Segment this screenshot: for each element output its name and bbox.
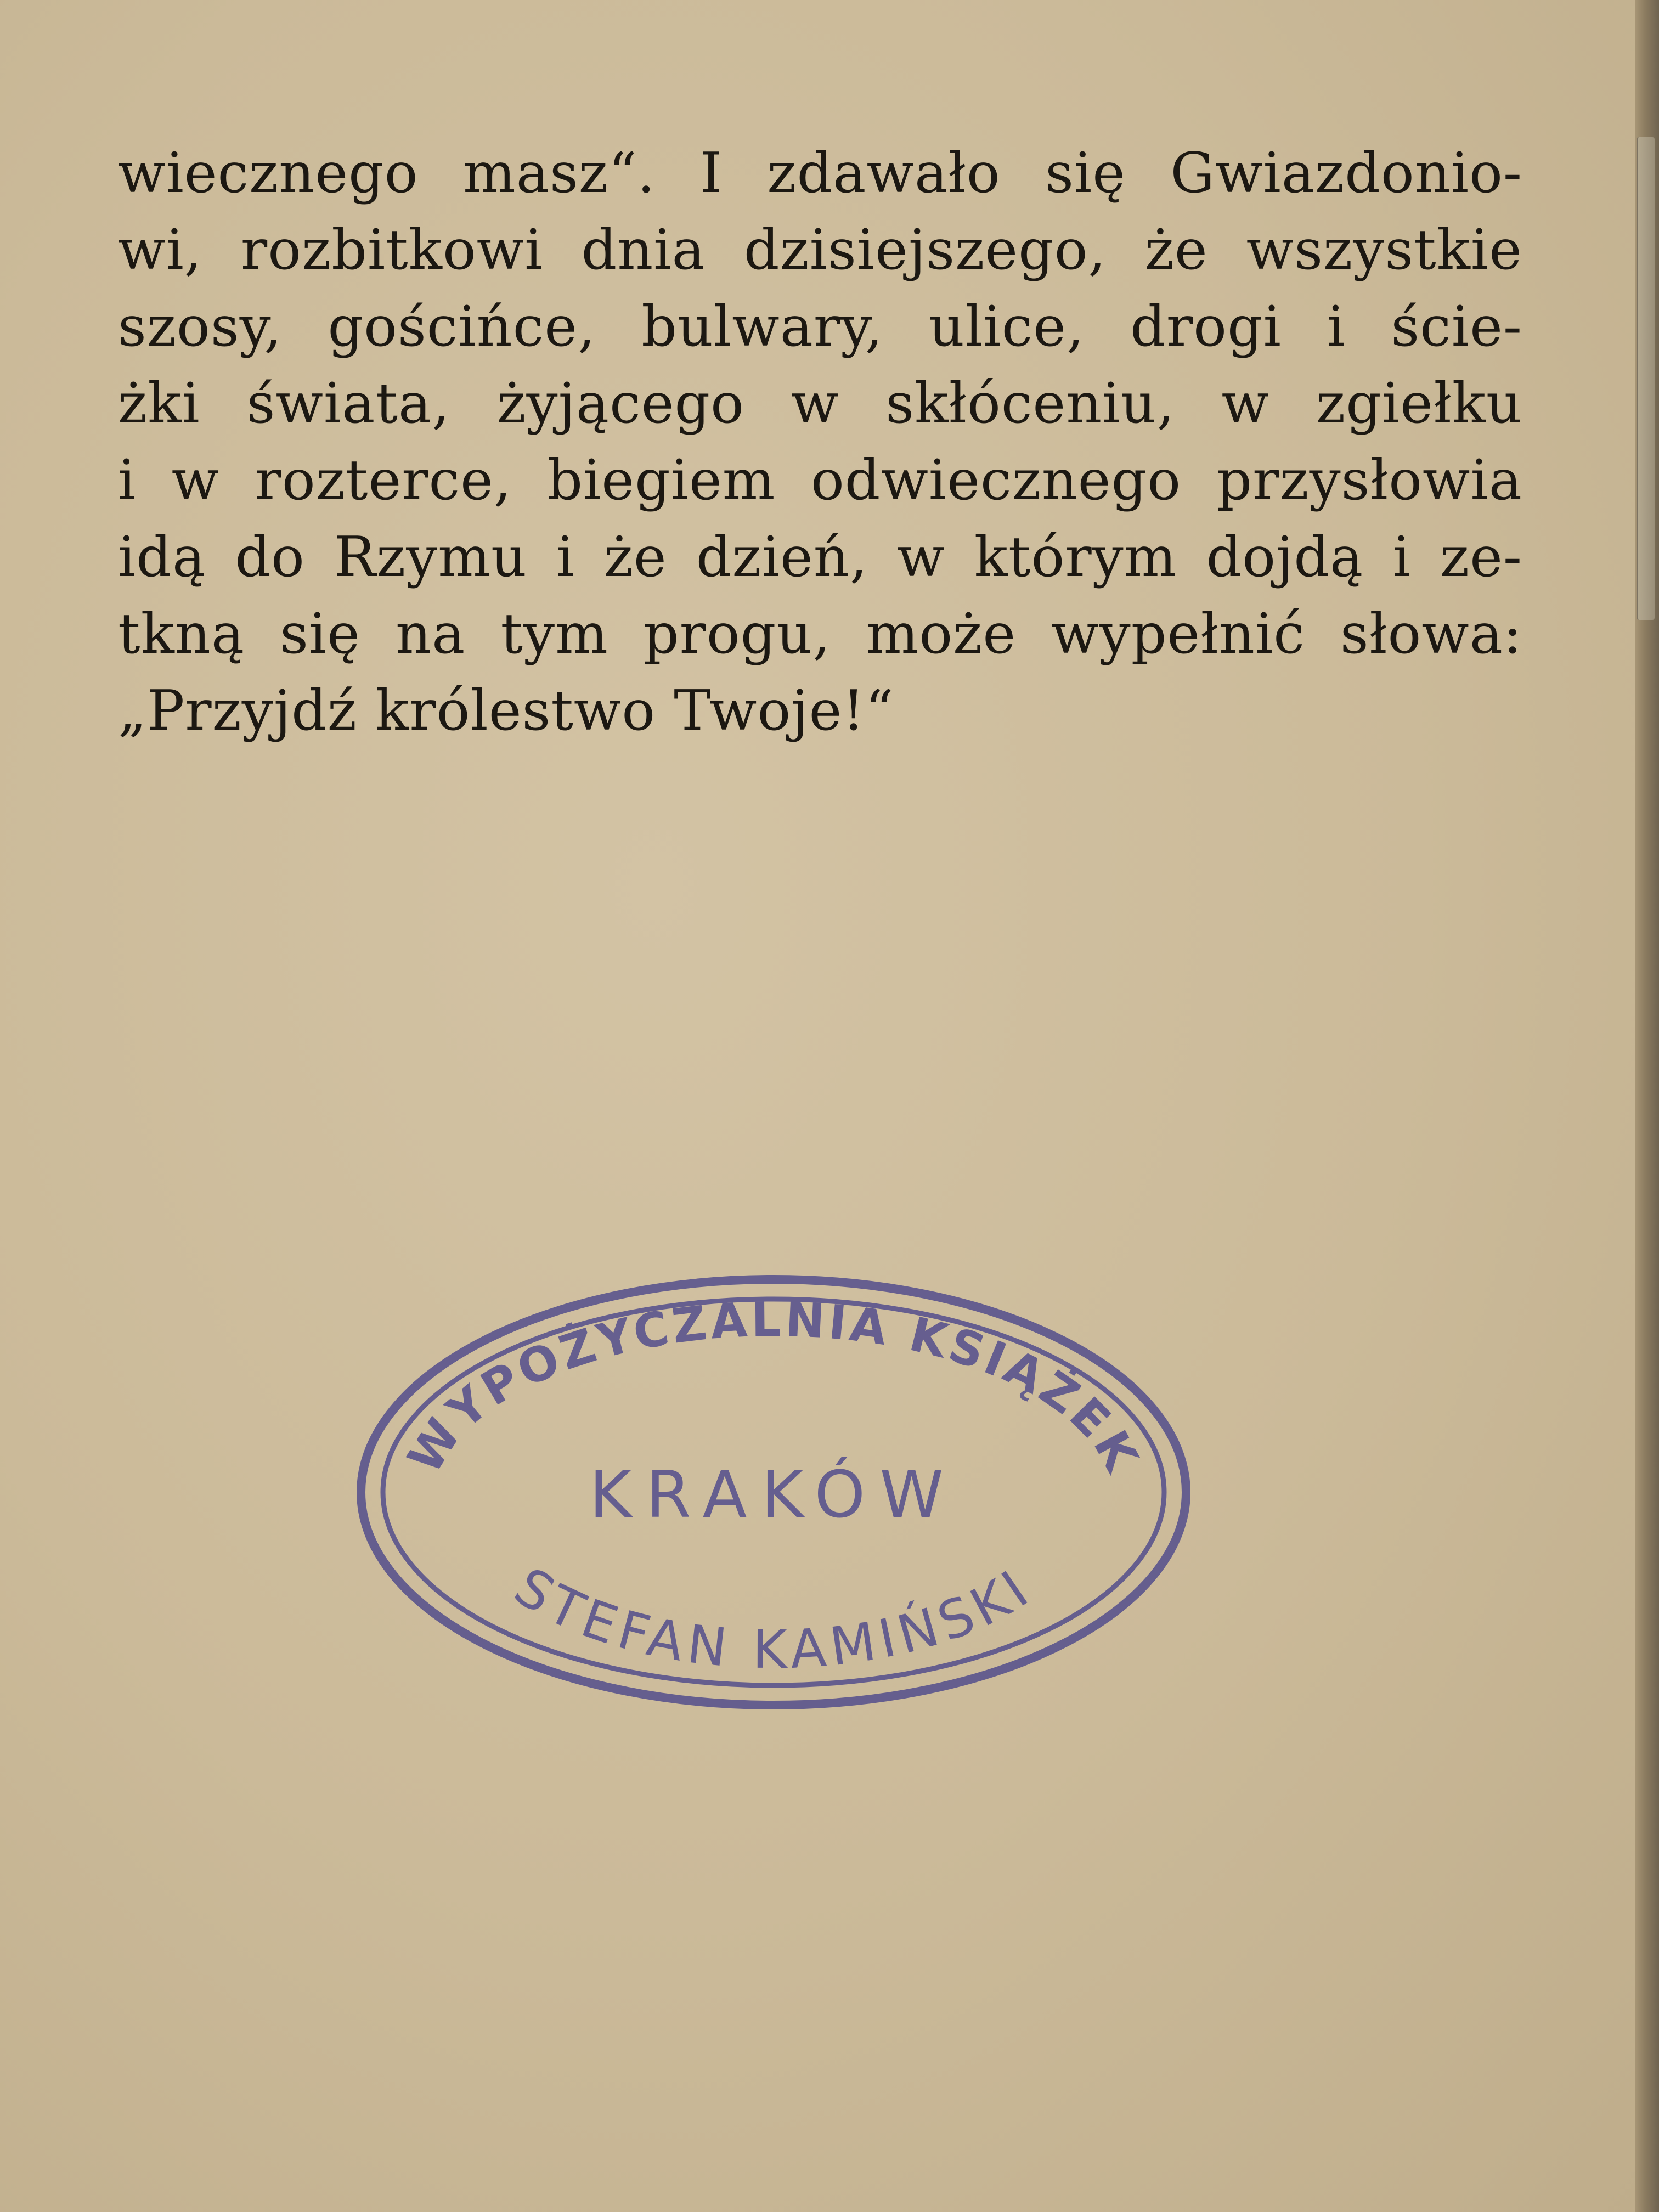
stamp-middle-text: KRAKÓW xyxy=(589,1457,958,1532)
body-text xyxy=(118,134,1522,749)
text-line: wiecznego masz“. I zdawało się Gwiazdonio- xyxy=(118,140,1522,205)
text-line: i w rozterce, biegiem odwiecznego przysłowia xyxy=(118,448,1522,512)
page-edge xyxy=(1635,0,1659,2212)
text-line: idą do Rzymu i że dzień, w którym dojdą i ze- xyxy=(118,524,1522,589)
binding-strip xyxy=(1637,137,1655,620)
stamp-bottom-text: STEFAN KAMIŃSKI xyxy=(504,1555,1043,1681)
stamp-top-text: WYPOŻYCZALNIA KSIĄŻEK xyxy=(397,1292,1150,1483)
text-line: żki świata, żyjącego w skłóceniu, w zgiełku xyxy=(118,371,1522,436)
text-line: szosy, gościńce, bulwary, ulice, drogi i ście- xyxy=(118,294,1522,359)
text-line: wi, rozbitkowi dnia dzisiejszego, że wszystkie xyxy=(118,217,1522,282)
text-line-last: „Przyjdź królestwo Twoje!“ xyxy=(118,678,894,743)
library-stamp xyxy=(351,1273,1196,1712)
text-line: tkną się na tym progu, może wypełnić słowa: xyxy=(118,601,1522,666)
